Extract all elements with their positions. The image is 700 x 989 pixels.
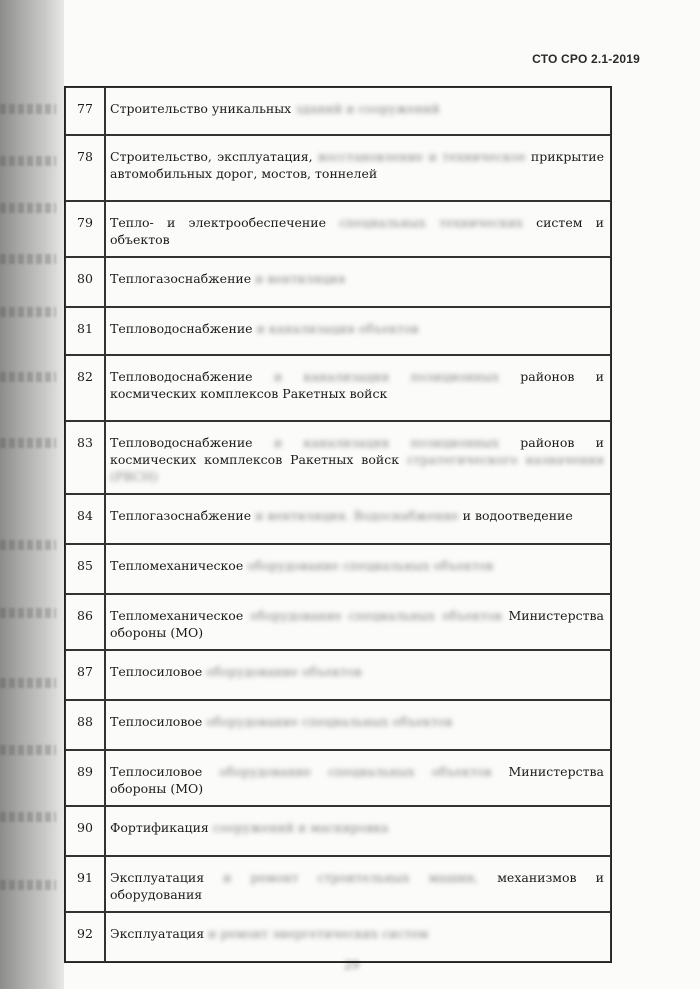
document-code: СТО СРО 2.1-2019 <box>532 52 640 66</box>
redacted-text: оборудование объектов <box>206 664 362 679</box>
title-text: Эксплуатация <box>110 926 209 941</box>
title-text: Теплосиловое <box>110 664 207 679</box>
scan-left-shadow <box>0 0 64 989</box>
row-title <box>105 544 611 594</box>
table-row <box>65 750 611 806</box>
title-text: Теплосиловое <box>110 714 207 729</box>
row-number: 78 <box>65 135 105 201</box>
specialization-table <box>64 86 612 963</box>
title-text: Тепловодоснабжение <box>110 369 274 384</box>
title-text: Строительство уникальных <box>110 101 296 116</box>
row-number: 90 <box>65 806 105 856</box>
row-number: 83 <box>65 421 105 494</box>
table-row <box>65 307 611 355</box>
redacted-text: сооружений и маскировка <box>212 820 389 835</box>
title-text: Тепло- и электрообеспечение <box>110 215 340 230</box>
row-title <box>105 594 611 650</box>
table-row <box>65 355 611 421</box>
row-title <box>105 856 611 912</box>
bleed-through-text <box>0 745 56 755</box>
title-text: Тепловодоснабжение <box>110 321 257 336</box>
row-title <box>105 750 611 806</box>
redacted-text: оборудование специальных объектов <box>219 764 492 779</box>
row-number: 82 <box>65 355 105 421</box>
row-number: 92 <box>65 912 105 962</box>
redacted-text: стратегического назначения (РВСН) <box>110 452 604 484</box>
redacted-text: и вентиляция. Водоснабжение <box>255 508 459 523</box>
title-text: Теплогазоснабжение <box>110 271 256 286</box>
bleed-through-text <box>0 608 56 618</box>
table-row <box>65 700 611 750</box>
table-row <box>65 544 611 594</box>
row-number: 81 <box>65 307 105 355</box>
page-number: 29 <box>344 958 360 972</box>
table-row <box>65 201 611 257</box>
title-text: районов и космических комплексов Ракетных войск <box>110 369 605 401</box>
row-number: 85 <box>65 544 105 594</box>
redacted-text: и канализация позиционных <box>273 369 500 384</box>
redacted-text: и ремонт строительных машин, <box>223 870 479 885</box>
bleed-through-text <box>0 254 56 264</box>
bleed-through-text <box>0 438 56 448</box>
table-body <box>65 87 611 962</box>
row-title <box>105 307 611 355</box>
redacted-text: оборудование специальных объектов <box>206 714 453 729</box>
title-text: прикрытие автомобильных дорог, мостов, тоннелей <box>110 149 604 181</box>
bleed-through-text <box>0 307 56 317</box>
row-number: 77 <box>65 87 105 135</box>
row-number: 89 <box>65 750 105 806</box>
redacted-text: и канализация объектов <box>256 321 419 336</box>
row-title <box>105 494 611 544</box>
redacted-text: специальных технических <box>339 215 523 230</box>
bleed-through-text <box>0 812 56 822</box>
title-text: систем и объектов <box>110 215 605 247</box>
redacted-text: и ремонт энергетических систем <box>208 926 429 941</box>
row-title <box>105 912 611 962</box>
row-title <box>105 257 611 307</box>
title-text: Теплосиловое <box>110 764 220 779</box>
bleed-through-text <box>0 372 56 382</box>
table-row <box>65 87 611 135</box>
row-number: 88 <box>65 700 105 750</box>
row-number: 91 <box>65 856 105 912</box>
title-text: Тепломеханическое <box>110 558 248 573</box>
title-text: Теплогазоснабжение <box>110 508 256 523</box>
table-row <box>65 257 611 307</box>
row-number: 79 <box>65 201 105 257</box>
table-row <box>65 856 611 912</box>
redacted-text: оборудование специальных объектов <box>247 558 494 573</box>
title-text: Строительство, эксплуатация, <box>110 149 318 164</box>
row-title <box>105 201 611 257</box>
row-number: 80 <box>65 257 105 307</box>
redacted-text: оборудование специальных объектов <box>250 608 502 623</box>
bleed-through-text <box>0 104 56 114</box>
title-text: механизмов и оборудования <box>110 870 604 902</box>
table-row <box>65 594 611 650</box>
redacted-text: восстановление и техническое <box>317 149 526 164</box>
table-row <box>65 135 611 201</box>
bleed-through-text <box>0 540 56 550</box>
row-number: 84 <box>65 494 105 544</box>
document-page <box>64 0 700 989</box>
table-row <box>65 806 611 856</box>
redacted-text: и канализация позиционных <box>273 435 500 450</box>
row-title <box>105 421 611 494</box>
title-text: районов и космических комплексов Ракетных войск <box>110 435 605 467</box>
bleed-through-text <box>0 678 56 688</box>
title-text: Эксплуатация <box>110 870 224 885</box>
row-title <box>105 806 611 856</box>
redacted-text: зданий и сооружений <box>295 101 440 116</box>
title-text: Фортификация <box>110 820 213 835</box>
row-title <box>105 87 611 135</box>
title-text: Тепломеханическое <box>110 608 251 623</box>
table-row <box>65 421 611 494</box>
row-number: 87 <box>65 650 105 700</box>
title-text: Министерства обороны (МО) <box>110 764 604 796</box>
title-text: Тепловодоснабжение <box>110 435 274 450</box>
row-title <box>105 135 611 201</box>
table-row <box>65 650 611 700</box>
title-text: Министерства обороны (МО) <box>110 608 604 640</box>
row-title <box>105 650 611 700</box>
row-title <box>105 700 611 750</box>
bleed-through-text <box>0 156 56 166</box>
row-number: 86 <box>65 594 105 650</box>
row-title <box>105 355 611 421</box>
table-row <box>65 912 611 962</box>
redacted-text: и вентиляция <box>255 271 346 286</box>
table-row <box>65 494 611 544</box>
title-text: и водоотведение <box>458 508 573 523</box>
bleed-through-text <box>0 880 56 890</box>
bleed-through-text <box>0 203 56 213</box>
